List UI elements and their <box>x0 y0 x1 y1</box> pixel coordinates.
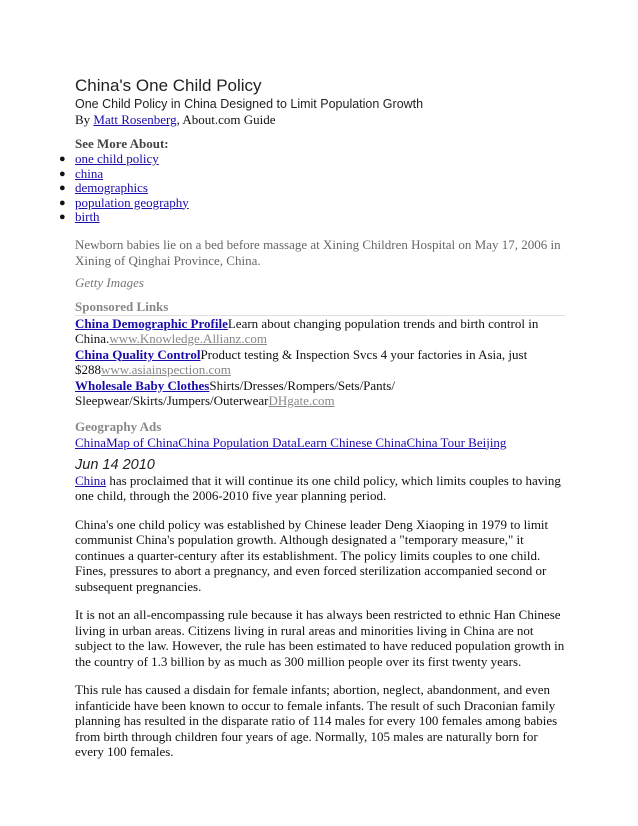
ad-url-link[interactable]: www.asiainspection.com <box>101 362 231 377</box>
ad-text: Learn about changing population trends and birth control in China. <box>75 315 539 346</box>
geo-ad-link[interactable]: Map of China <box>106 434 179 450</box>
photo-credit: Getty Images <box>75 274 144 290</box>
article-date: Jun 14 2010 <box>75 456 155 473</box>
topic-link-one-child-policy[interactable]: one child policy <box>75 151 159 166</box>
body-paragraph <box>75 473 565 504</box>
bullet-icon: ● <box>59 182 66 194</box>
geo-ad-link[interactable]: China <box>75 434 107 450</box>
body-paragraph: China's one child policy was established by Chinese leader Deng Xiaoping in 1979 to limit communist China's population growth. Although designated a "temporary measure," it continues a quarter-century after its establishment. The policy limits couples to one child. Fines, pressures to abort a pregnancy, and even forced sterilization accompanied second or subsequent pregnancies. <box>75 516 549 594</box>
bullet-icon: ● <box>59 211 66 223</box>
topic-list <box>59 151 565 225</box>
geo-ad-link[interactable]: China Population Data <box>178 434 297 450</box>
article-title: China's One Child Policy <box>75 76 262 95</box>
article-subtitle: One Child Policy in China Designed to Limit Population Growth <box>75 97 424 111</box>
topic-link-birth[interactable]: birth <box>75 209 100 224</box>
geography-ads-heading: Geography Ads <box>75 418 162 434</box>
photo-caption: Newborn babies lie on a bed before massage at Xining Children Hospital on May 17, 2006 in Xining of Qinghai Province, China. <box>75 236 561 268</box>
bullet-icon: ● <box>59 167 66 180</box>
body-paragraph: It is not an all-encompassing rule because it has always been restricted to ethnic Han Chinese living in urban areas. Citizens living in rural areas and minorities living in China are not subject to the law. However, the rule has been estimated to have reduced population growth in the country of 1.3 billion by as much as 300 million people over its first twenty years. <box>75 607 565 669</box>
byline <box>75 112 565 128</box>
ad-item <box>75 316 565 347</box>
ad-text: Product testing & Inspection Svcs 4 your factories in Asia, just $288 <box>75 346 528 377</box>
see-more-label: See More About: <box>75 136 169 151</box>
geo-ad-link[interactable]: China Tour Beijing <box>406 434 507 450</box>
list-item <box>59 180 565 196</box>
ad-title-link[interactable]: China Quality Control <box>75 346 201 362</box>
body-paragraph: This rule has caused a disdain for female infants; abortion, neglect, abandonment, and even infanticide have been known to occur to female infants. The result of such Draconian family planning has resulted in the disparate ratio of 114 males for every 100 females among babies from birth through children four years of age. Normally, 105 males are naturally born for every 100 females. <box>75 682 558 759</box>
topic-link-demographics[interactable]: demographics <box>75 180 148 195</box>
paragraph-text: has proclaimed that it will continue its one child policy, which limits couples to having one child, through the 2006-2010 five year planning period. <box>75 472 561 503</box>
sponsored-links-heading: Sponsored Links <box>75 299 565 316</box>
list-item <box>59 165 565 182</box>
list-item <box>59 151 565 167</box>
ad-text: Shirts/Dresses/Rompers/Sets/Pants/ Sleepwear/Skirts/Jumpers/Outerwear <box>75 377 395 408</box>
ad-item <box>75 378 565 409</box>
geo-ad-link[interactable]: Learn Chinese China <box>296 434 407 450</box>
ad-item <box>75 347 565 378</box>
article-page <box>59 76 565 773</box>
ad-url-link[interactable]: DHgate.com <box>268 393 335 408</box>
list-item <box>59 209 565 225</box>
bullet-icon: ● <box>59 196 66 209</box>
bullet-icon: ● <box>59 153 66 165</box>
ad-title-link[interactable]: China Demographic Profile <box>75 315 228 331</box>
ad-title-link[interactable]: Wholesale Baby Clothes <box>75 377 210 393</box>
topic-link-china[interactable]: china <box>75 165 104 181</box>
geography-ads-links <box>75 435 565 451</box>
list-item <box>59 194 565 211</box>
china-link[interactable]: China <box>75 472 107 488</box>
topic-link-population-geography[interactable]: population geography <box>75 194 189 210</box>
author-link[interactable]: Matt Rosenberg <box>93 112 177 127</box>
ad-url-link[interactable]: www.Knowledge.Allianz.com <box>109 331 267 346</box>
byline-prefix: By <box>75 112 94 127</box>
byline-suffix: , About.com Guide <box>176 112 276 127</box>
